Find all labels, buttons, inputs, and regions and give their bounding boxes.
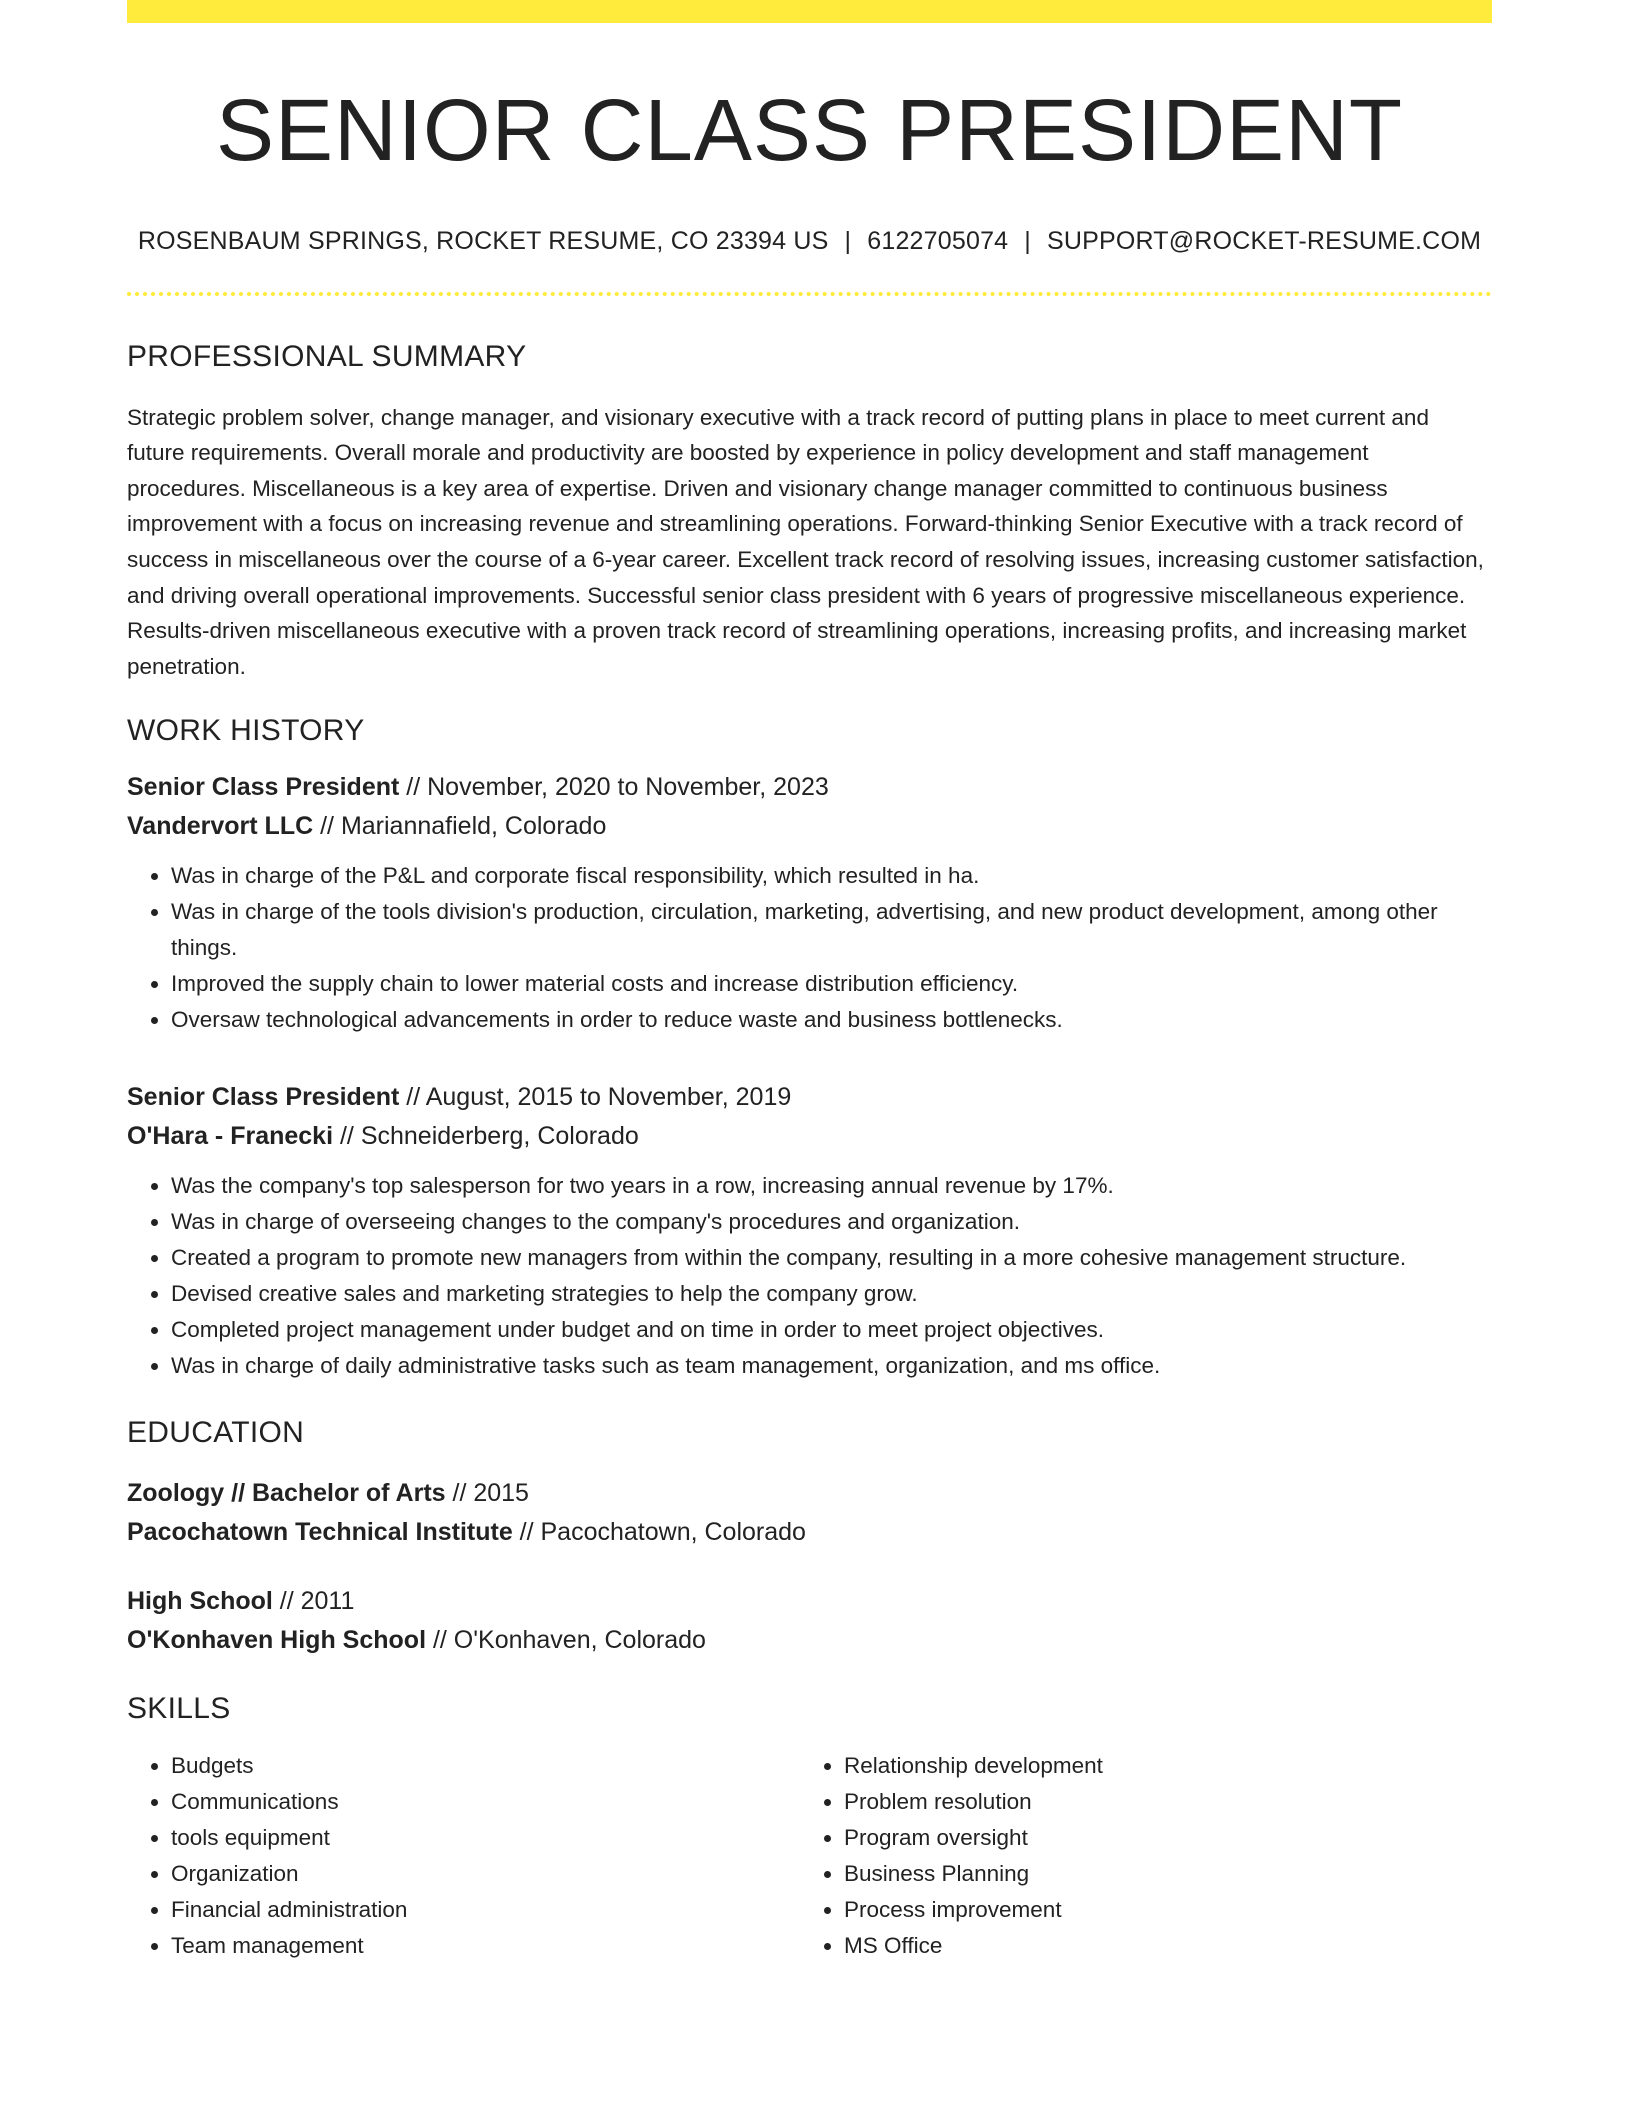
section-title-skills: SKILLS: [127, 1692, 231, 1726]
job-company: O'Hara - Franecki: [127, 1122, 334, 1151]
education-entry: [127, 1582, 1492, 1660]
skill-item: • Organization: [171, 1856, 800, 1892]
job-title-line: [127, 1078, 1492, 1117]
education-school-line: [127, 1513, 1492, 1552]
job-bullet: • Improved the supply chain to lower material costs and increase distribution efficiency.: [171, 966, 1492, 1002]
job-bullet: • Was in charge of the P&L and corporate fiscal responsibility, which resulted in ha.: [171, 858, 1492, 894]
education-school-line: [127, 1621, 1492, 1660]
job-title-line: [127, 768, 1492, 807]
resume-page: [127, 0, 1492, 1964]
job-entry: [127, 1078, 1492, 1384]
education-year: // 2015: [445, 1479, 529, 1508]
contact-address: ROSENBAUM SPRINGS, ROCKET RESUME, CO 23394 US: [137, 226, 829, 255]
resume-name: SENIOR CLASS PRESIDENT: [215, 82, 1404, 179]
job-bullet: • Was the company's top salesperson for two years in a row, increasing annual revenue by 17%.: [171, 1168, 1492, 1204]
job-dates: // August, 2015 to November, 2019: [399, 1083, 792, 1112]
skills-columns: [127, 1748, 1492, 1964]
education-entry: [127, 1474, 1492, 1552]
skill-item: • Team management: [171, 1928, 800, 1964]
contact-email[interactable]: SUPPORT@ROCKET-RESUME.COM: [1046, 226, 1482, 255]
education-year: // 2011: [272, 1587, 355, 1616]
job-entry: [127, 768, 1492, 1038]
education-school: O'Konhaven High School: [127, 1626, 427, 1655]
job-company-line: [127, 1117, 1492, 1156]
contact-separator: |: [1024, 226, 1031, 255]
contact-separator: |: [844, 226, 852, 255]
education-degree-line: [127, 1582, 1492, 1621]
accent-top-bar: [127, 0, 1492, 23]
education-school: Pacochatown Technical Institute: [127, 1518, 513, 1547]
summary-text: Strategic problem solver, change manager, and visionary executive with a track record of putting plans in place to meet current and future requirements. Overall morale and productivity are boosted by experience in policy development and staff management procedures. Miscellaneous is a key area of expertise. Driven and visionary change manager committed to continuous business improvement with a focus on increasing revenue and streamlining operations. Forward-thinking Senior Executive with a track record of success in miscellaneous over the course of a 6-year career. Excellent track record of resolving issues, increasing customer satisfaction, and driving overall operational improvements. Successful senior class president with 6 years of progressive miscellaneous experience. Results-driven miscellaneous executive with a proven track record of streamlining operations, increasing profits, and increasing market penetration.: [127, 404, 1484, 679]
job-location: // Mariannafield, Colorado: [313, 812, 607, 841]
education-degree: Zoology // Bachelor of Arts: [127, 1479, 446, 1508]
job-bullet: • Oversaw technological advancements in order to reduce waste and business bottlenecks.: [171, 1002, 1492, 1038]
skill-item: • Budgets: [171, 1748, 800, 1784]
education-location: // O'Konhaven, Colorado: [426, 1626, 706, 1655]
skill-item: • MS Office: [844, 1928, 1473, 1964]
section-title-education: EDUCATION: [127, 1416, 305, 1450]
skills-list-left: [127, 1748, 800, 1964]
skill-item: • Process improvement: [844, 1892, 1473, 1928]
skill-item: • Relationship development: [844, 1748, 1473, 1784]
skill-item: • Financial administration: [171, 1892, 800, 1928]
skills-list-right: [800, 1748, 1473, 1964]
education-degree: High School: [127, 1587, 273, 1616]
job-bullets: [127, 1168, 1492, 1384]
job-bullet: • Was in charge of the tools division's production, circulation, marketing, advertising, and new product development, among other things.: [171, 894, 1492, 966]
dotted-divider: [127, 292, 1492, 296]
job-bullet: • Completed project management under budget and on time in order to meet project objectives.: [171, 1312, 1492, 1348]
job-company: Vandervort LLC: [127, 812, 314, 841]
job-role: Senior Class President: [127, 1083, 400, 1112]
job-role: Senior Class President: [127, 773, 400, 802]
job-bullet: • Was in charge of overseeing changes to the company's procedures and organization.: [171, 1204, 1492, 1240]
skill-item: • Problem resolution: [844, 1784, 1473, 1820]
job-location: // Schneiderberg, Colorado: [333, 1122, 639, 1151]
skill-item: • tools equipment: [171, 1820, 800, 1856]
section-title-work-history: WORK HISTORY: [127, 714, 365, 748]
job-bullet: • Was in charge of daily administrative tasks such as team management, organization, and ms office.: [171, 1348, 1492, 1384]
contact-phone: 6122705074: [867, 226, 1009, 255]
skill-item: • Business Planning: [844, 1856, 1473, 1892]
skill-item: • Communications: [171, 1784, 800, 1820]
skill-item: • Program oversight: [844, 1820, 1473, 1856]
section-title-summary: PROFESSIONAL SUMMARY: [127, 339, 527, 373]
education-degree-line: [127, 1474, 1492, 1513]
job-bullet: • Created a program to promote new managers from within the company, resulting in a more cohesive management structure.: [171, 1240, 1492, 1276]
job-bullets: [127, 858, 1492, 1038]
education-location: // Pacochatown, Colorado: [512, 1518, 806, 1547]
job-bullet: • Devised creative sales and marketing strategies to help the company grow.: [171, 1276, 1492, 1312]
contact-line: [127, 227, 1492, 256]
job-company-line: [127, 807, 1492, 846]
job-dates: // November, 2020 to November, 2023: [399, 773, 829, 802]
